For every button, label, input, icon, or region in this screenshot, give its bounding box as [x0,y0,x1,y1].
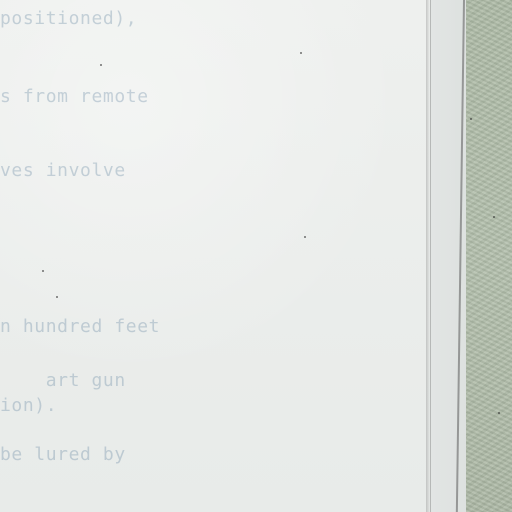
text-line-1: positioned), [0,8,138,29]
text-line-4: n hundred feet [0,316,161,337]
dust-speck [498,412,500,414]
text-line-2: s from remote [0,86,149,107]
textured-background [466,0,512,512]
dust-speck [42,270,44,272]
dust-speck [493,216,495,218]
dust-speck [300,52,302,54]
dust-speck [470,118,472,120]
text-line-7: be lured by [0,444,126,465]
text-line-6: ion). [0,395,58,416]
dust-speck [100,64,102,66]
text-line-3: ves involve [0,160,126,181]
dust-speck [56,296,58,298]
dust-speck [304,236,306,238]
text-line-5: art gun [0,370,126,391]
